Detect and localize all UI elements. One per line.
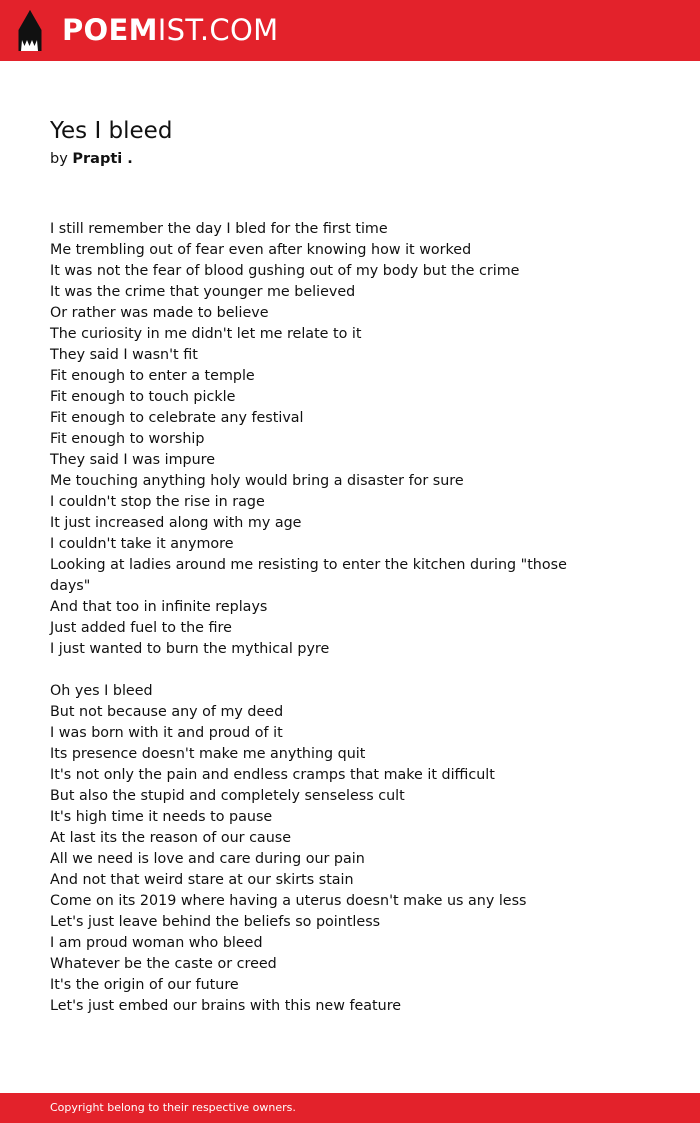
logo-text-light: IST.COM [157,13,279,47]
site-footer [0,1093,700,1123]
pencil-icon [18,10,42,51]
poem-line: Or rather was made to believe [50,305,269,321]
poem-line: Its presence doesn't make me anything quit [50,746,366,762]
poem-line: It was the crime that younger me believed [50,284,356,300]
poem-line: Fit enough to celebrate any festival [50,410,304,426]
poem-line: Looking at ladies around me resisting to enter the kitchen during "those [50,557,567,573]
poem-line: All we need is love and care during our pain [50,851,365,867]
poem-line: Oh yes I bleed [50,683,153,699]
site-header [0,0,700,61]
poem-stanza [50,219,570,660]
poem-line: I couldn't take it anymore [50,536,234,552]
poem-line: They said I was impure [50,452,216,468]
author-name: Prapti . [72,151,133,167]
poem-line: They said I wasn't fit [50,347,198,363]
poem-line: days" [50,578,91,594]
poem-line: Me trembling out of fear even after knowing how it worked [50,242,472,258]
poem-line: I am proud woman who bleed [50,935,263,951]
poem-line: Let's just leave behind the beliefs so pointless [50,914,381,930]
poem-line: I just wanted to burn the mythical pyre [50,641,330,657]
poem-line: And that too in infinite replays [50,599,268,615]
poem-title: Yes I bleed [50,118,173,144]
poem-line: But not because any of my deed [50,704,284,720]
poem-line: Fit enough to enter a temple [50,368,255,384]
byline [50,149,133,169]
poem-line: It's the origin of our future [50,977,239,993]
poem-line: Fit enough to worship [50,431,205,447]
poem-line: I was born with it and proud of it [50,725,283,741]
poem-line: Me touching anything holy would bring a disaster for sure [50,473,464,489]
poem-line: I still remember the day I bled for the first time [50,221,388,237]
poem-line: Just added fuel to the fire [50,620,232,636]
poem-line: But also the stupid and completely senseless cult [50,788,405,804]
poem-line: Fit enough to touch pickle [50,389,236,405]
poem-line: Let's just embed our brains with this new feature [50,998,402,1014]
poem-line: The curiosity in me didn't let me relate to it [50,326,362,342]
poem-line: It was not the fear of blood gushing out of my body but the crime [50,263,520,279]
poem-stanza [50,681,570,1017]
poem-line: I couldn't stop the rise in rage [50,494,265,510]
poem-body [50,219,570,1038]
poem-line: It just increased along with my age [50,515,302,531]
poem-line: At last its the reason of our cause [50,830,291,846]
poem-line: It's not only the pain and endless cramps that make it difficult [50,767,495,783]
copyright-text: Copyright belong to their respective owners. [50,1101,296,1114]
by-label: by [50,151,68,167]
poem-line: Come on its 2019 where having a uterus doesn't make us any less [50,893,527,909]
site-logo[interactable] [62,12,278,48]
poem-line: And not that weird stare at our skirts stain [50,872,354,888]
poem-line: Whatever be the caste or creed [50,956,277,972]
logo-text-bold: POEM [62,13,158,47]
poem-line: It's high time it needs to pause [50,809,273,825]
